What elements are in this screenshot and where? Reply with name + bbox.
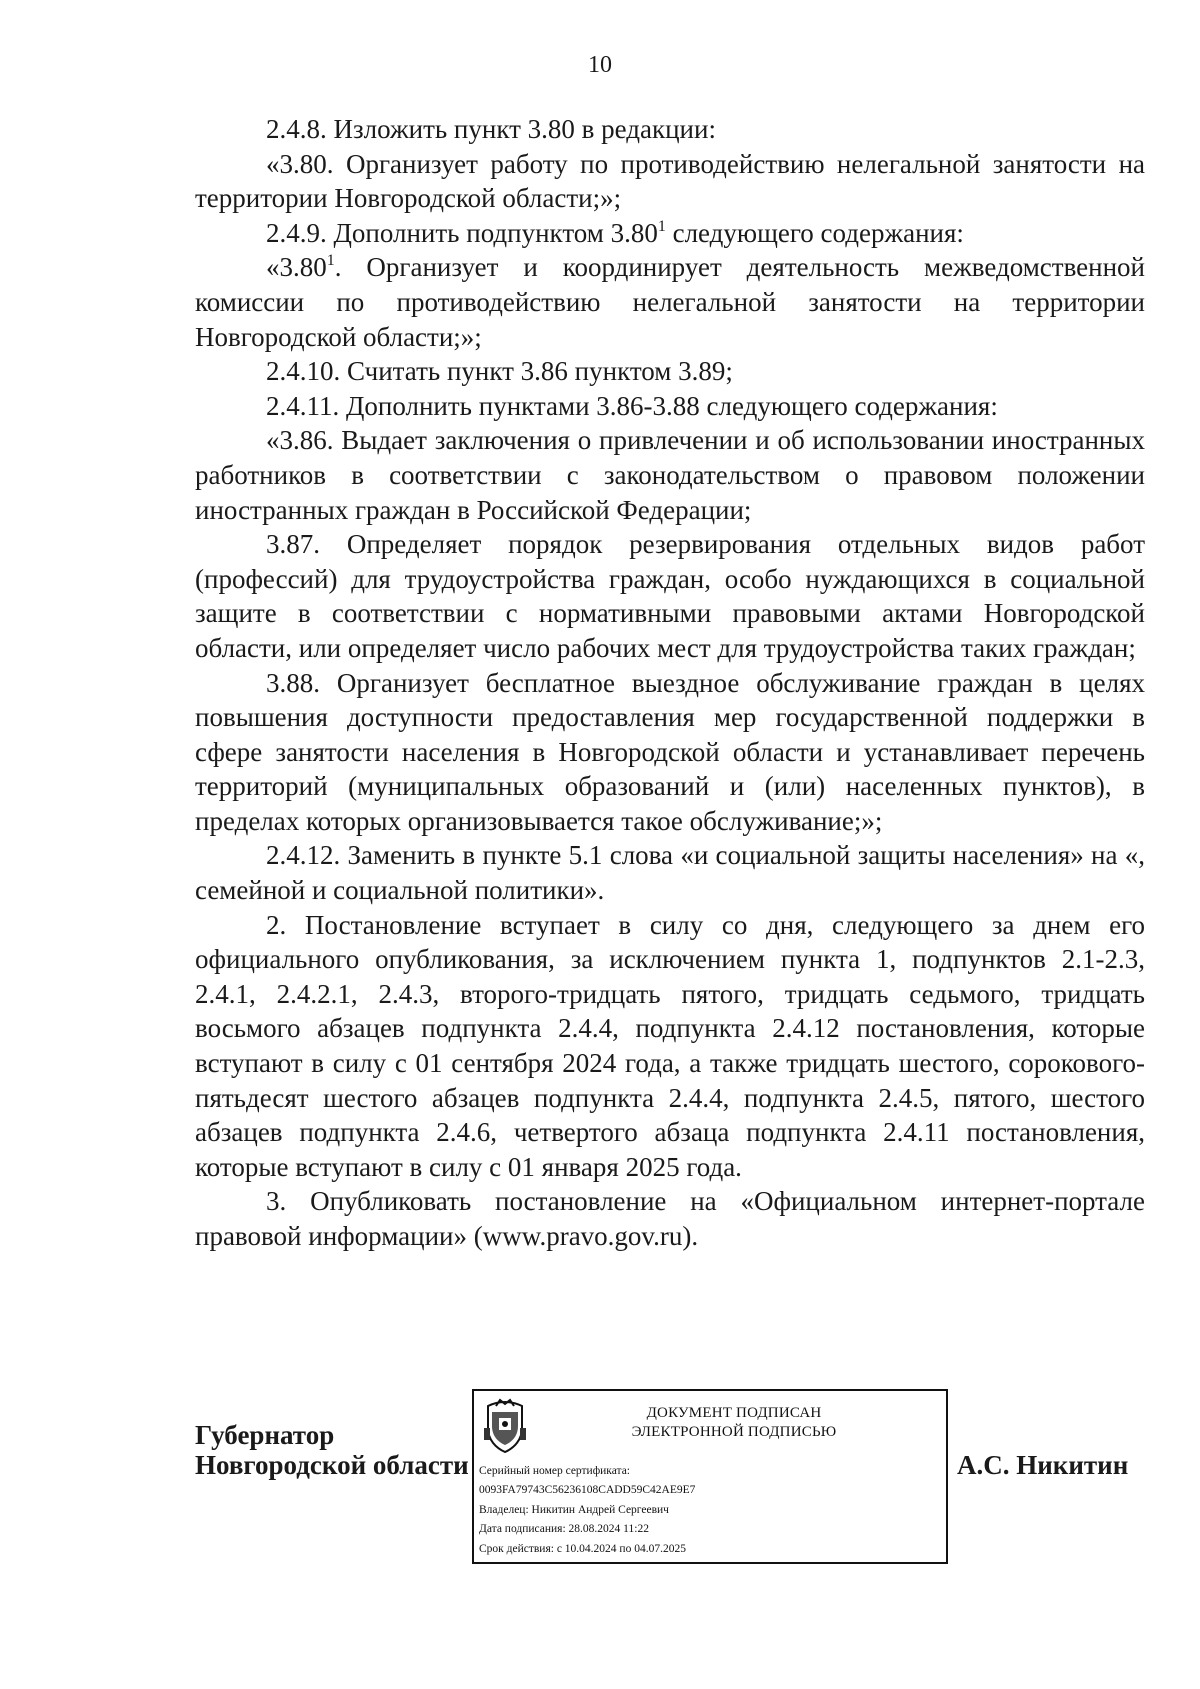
paragraph-3-80: «3.80. Организует работу по противодействию нелегальной занятости на территории Новгородской области;»; [195,148,1145,214]
paragraph-3-80-1 [195,250,1145,354]
paragraph-2-4-11: 2.4.11. Дополнить пунктами 3.86-3.88 следующего содержания: [266,390,998,421]
certificate-label: Серийный номер сертификата: [479,1465,630,1477]
paragraph-text: . Организует и координирует деятельность межведомственной комиссии по противодействию нелегальной занятости на территории Новгородской области;»; [195,252,1145,352]
paragraph-text: 3.86. Выдает заключения о привлечении и об использовании иностранных работников в соответствии с законодательством о правовом положении иностранных граждан в Российской Федерации; [195,425,1145,525]
stamp-heading [534,1404,934,1442]
document-body [195,112,1145,1254]
paragraph-3-86 [195,423,1145,527]
certificate-number: 0093FA79743C56236108CADD59C42AE9E7 [479,1484,696,1497]
certificate-details [479,1462,944,1559]
paragraph-2-4-9 [195,216,1145,251]
paragraph-3-88: 3.88. Организует бесплатное выездное обслуживание граждан в целях повышения доступности предоставления мер государственной поддержки в сфере занятости населения в Новгородской области и устанавливает перечень территорий (муниципальных образований и (или) населенных пунктов), в пределах которых организовывается такое обслуживание;»; [195,667,1145,836]
validity-period: Срок действия: с 10.04.2024 по 04.07.2025 [479,1542,686,1555]
electronic-signature-stamp [472,1389,948,1564]
stamp-heading-line-1: ДОКУМЕНТ ПОДПИСАН [646,1405,822,1421]
signing-date: Дата подписания: 28.08.2024 11:22 [479,1523,649,1536]
superscript: 1 [326,252,335,270]
paragraph-text: «3.80 [266,252,327,283]
paragraph-2-4-10: 2.4.10. Считать пункт 3.86 пунктом 3.89; [266,356,733,387]
coat-of-arms-icon [482,1398,528,1454]
superscript: 1 [657,217,666,235]
page-number: 10 [588,52,612,78]
paragraph-2-4-8: 2.4.8. Изложить пункт 3.80 в редакции: [266,114,716,144]
paragraph-3-87: 3.87. Определяет порядок резервирования отдельных видов работ (профессий) для трудоустройства граждан, особо нуждающихся в социальной защите в соответствии с нормативными правовыми актами Новгородской области, или определяет число рабочих мест для трудоустройства таких граждан; [195,529,1145,663]
paragraph-text: 2.4.9. Дополнить подпунктом 3.80 [266,217,658,248]
position-line-1: Губернатор [195,1420,335,1450]
certificate-owner: Владелец: Никитин Андрей Сергеевич [479,1503,669,1516]
paragraph-text: следующего содержания: [665,217,964,248]
signatory-position [195,1420,469,1480]
position-line-2: Новгородской области [195,1450,469,1480]
signatory-name: А.С. Никитин [957,1450,1129,1480]
stamp-heading-line-2: ЭЛЕКТРОННОЙ ПОДПИСЬЮ [631,1424,837,1440]
paragraph-2: 2. Постановление вступает в силу со дня, следующего за днем его официального опубликования, за исключением пункта 1, подпунктов 2.1-2.3, 2.4.1, 2.4.2.1, 2.4.3, второго-тридцать пятого, тридцать седьмого, тридцать восьмого абзацев подпункта 2.4.4, подпункта 2.4.12 постановления, которые вступают в силу с 01 сентября 2024 года, а также тридцать шестого, сорокового-пятьдесят шестого абзацев подпункта 2.4.4, подпункта 2.4.5, пятого, шестого абзацев подпункта 2.4.6, четвертого абзаца подпункта 2.4.11 постановления, которые вступают в силу с 01 января 2025 года. [195,909,1145,1182]
quote-mark: « [266,425,280,456]
paragraph-3: 3. Опубликовать постановление на «Официальном интернет-портале правовой информации» (www.pravo.gov.ru). [195,1186,1145,1251]
paragraph-2-4-12: 2.4.12. Заменить в пункте 5.1 слова «и социальной защиты населения» на «, семейной и социальной политики». [195,840,1145,906]
